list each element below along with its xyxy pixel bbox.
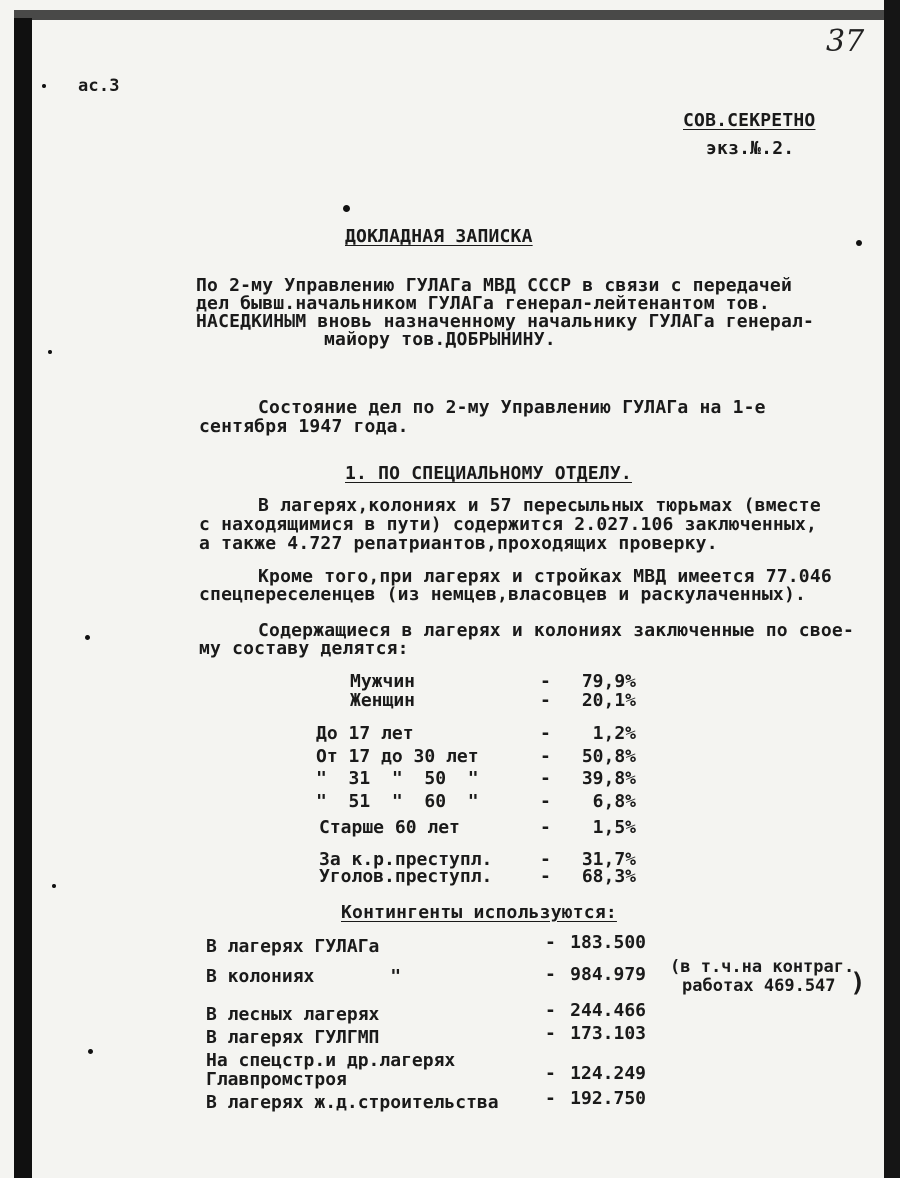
row-label: Старше 60 лет bbox=[319, 817, 460, 838]
row-value: 68,3% bbox=[581, 866, 636, 887]
row-value: 244.466 bbox=[570, 1000, 646, 1021]
section-title: 1. ПО СПЕЦИАЛЬНОМУ ОТДЕЛУ. bbox=[345, 463, 632, 484]
copy-number: экз.№.2. bbox=[706, 138, 795, 159]
row-label: Мужчин bbox=[350, 671, 416, 692]
document-ref: ас.3 bbox=[78, 76, 120, 96]
row-dash: - bbox=[540, 817, 551, 838]
scan-right-edge bbox=[884, 0, 900, 1178]
row-value: 183.500 bbox=[570, 932, 646, 953]
row-dash: - bbox=[540, 671, 551, 692]
subject-line: По 2-му Управлению ГУЛАГа МВД СССР в связи с передачей bbox=[196, 275, 792, 296]
page-number: 37 bbox=[826, 24, 865, 59]
paragraph-line: му составу делятся: bbox=[199, 638, 409, 659]
note-closing-paren: ) bbox=[850, 968, 866, 998]
row-dash: - bbox=[540, 849, 551, 870]
contract-work-note bbox=[670, 958, 854, 996]
row-value: 173.103 bbox=[570, 1023, 646, 1044]
subject-line: дел бывш.начальником ГУЛАГа генерал-лейтенантом тов. bbox=[196, 293, 770, 314]
row-dash: - bbox=[545, 964, 556, 985]
row-dash: - bbox=[540, 746, 551, 767]
row-label: В лагерях ГУЛГМП bbox=[206, 1027, 380, 1048]
paragraph-line: Содержащиеся в лагерях и колониях заключенные по свое- bbox=[258, 620, 854, 641]
subject-line: НАСЕДКИНЫМ вновь назначенному начальнику ГУЛАГа генерал- bbox=[196, 311, 815, 332]
row-label: " 51 " 60 " bbox=[316, 791, 479, 812]
paragraph-line: Кроме того,при лагерях и стройках МВД имеется 77.046 bbox=[258, 566, 832, 587]
row-label: До 17 лет bbox=[316, 723, 414, 744]
row-value: 50,8% bbox=[581, 746, 636, 767]
row-dash: - bbox=[545, 1088, 556, 1109]
paragraph-line: спецпереселенцев (из немцев,власовцев и раскулаченных). bbox=[199, 584, 807, 605]
scan-left-edge bbox=[14, 18, 32, 1178]
contingents-heading: Контингенты используются: bbox=[341, 902, 617, 923]
row-dash: - bbox=[540, 723, 551, 744]
row-label-continued: Главпромстроя bbox=[206, 1069, 347, 1090]
note-line: работах 469.547 bbox=[682, 976, 836, 996]
row-dash: - bbox=[540, 690, 551, 711]
row-value: 39,8% bbox=[581, 768, 636, 789]
row-value: 1,5% bbox=[592, 817, 636, 838]
row-value: 124.249 bbox=[570, 1063, 646, 1084]
row-label: За к.р.преступл. bbox=[319, 849, 493, 870]
row-label: Уголов.преступл. bbox=[319, 866, 493, 887]
row-dash: - bbox=[545, 1063, 556, 1084]
row-value: 192.750 bbox=[570, 1088, 646, 1109]
row-dash: - bbox=[540, 866, 551, 887]
row-dash: - bbox=[540, 768, 551, 789]
row-value: 79,9% bbox=[581, 671, 636, 692]
row-label: " 31 " 50 " bbox=[316, 768, 479, 789]
subject-line: майору тов.ДОБРЫНИНУ. bbox=[324, 329, 556, 350]
status-line: сентября 1947 года. bbox=[199, 416, 409, 437]
paragraph-line: В лагерях,колониях и 57 пересыльных тюрьмах (вместе bbox=[258, 495, 821, 516]
row-label: Женщин bbox=[350, 690, 416, 711]
note-line: (в т.ч.на контраг. bbox=[670, 957, 855, 977]
paragraph-line: с находящимися в пути) содержится 2.027.106 заключенных, bbox=[199, 514, 818, 535]
row-value: 6,8% bbox=[592, 791, 636, 812]
document-title: ДОКЛАДНАЯ ЗАПИСКА bbox=[345, 226, 533, 247]
row-label: В лагерях ГУЛАГа bbox=[206, 936, 380, 957]
row-dash: - bbox=[545, 1000, 556, 1021]
paragraph-line: а также 4.727 репатриантов,проходящих проверку. bbox=[199, 533, 718, 554]
row-label: От 17 до 30 лет bbox=[316, 746, 479, 767]
row-value: 984.979 bbox=[570, 964, 646, 985]
row-value: 31,7% bbox=[581, 849, 636, 870]
row-dash: - bbox=[540, 791, 551, 812]
row-label: В колониях " bbox=[206, 966, 402, 987]
row-dash: - bbox=[545, 1023, 556, 1044]
row-label: В лесных лагерях bbox=[206, 1004, 380, 1025]
classification-stamp: СОВ.СЕКРЕТНО bbox=[683, 110, 816, 131]
row-value: 1,2% bbox=[592, 723, 636, 744]
row-value: 20,1% bbox=[581, 690, 636, 711]
row-dash: - bbox=[545, 932, 556, 953]
scan-top-edge bbox=[14, 10, 886, 20]
status-line: Состояние дел по 2-му Управлению ГУЛАГа на 1-е bbox=[258, 397, 766, 418]
row-label: На спецстр.и др.лагерях bbox=[206, 1050, 456, 1071]
row-label: В лагерях ж.д.строительства bbox=[206, 1092, 499, 1113]
